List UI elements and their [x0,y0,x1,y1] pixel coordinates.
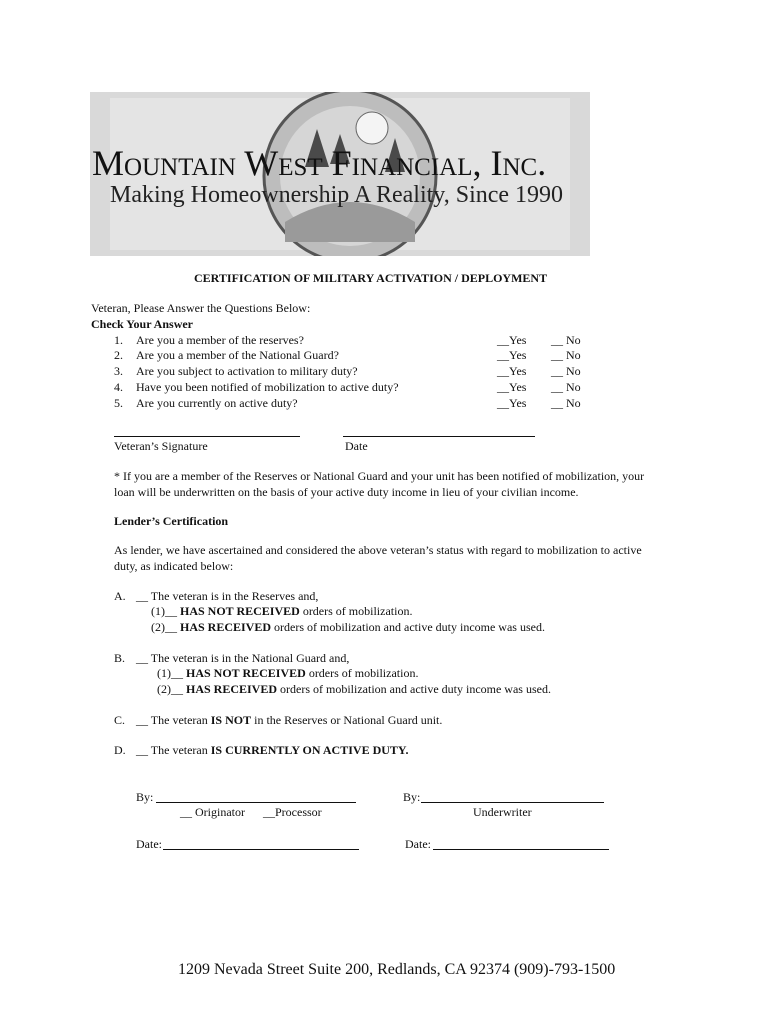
question-text: Are you currently on active duty? [136,396,298,410]
mobilization-note-line2: loan will be underwritten on the basis of your active duty income in lieu of your civilian income. [114,485,579,499]
yes-option[interactable]: __Yes [497,348,527,362]
option-bold: IS CURRENTLY ON ACTIVE DUTY. [210,743,409,757]
question-number: 1. [114,333,123,347]
signature-date-line[interactable] [343,436,535,437]
sub-bold: HAS NOT RECEIVED [186,666,306,680]
option-rest: in the Reserves or National Guard unit. [251,713,443,727]
by-label-left: By: [136,790,154,804]
lender-statement-line2: duty, as indicated below: [114,559,234,573]
question-text: Are you subject to activation to military duty? [136,364,358,378]
question-number: 2. [114,348,123,362]
no-option[interactable]: __ No [551,348,581,362]
lender-certification-heading: Lender’s Certification [114,514,229,528]
yes-option[interactable]: __Yes [497,396,527,410]
no-option[interactable]: __ No [551,380,581,394]
date-line-left[interactable] [163,849,359,850]
by-label-right: By: [403,790,421,804]
sub-prefix: (2)__ [157,682,186,696]
sub-rest: orders of mobilization and active duty income was used. [277,682,551,696]
company-logo [90,92,590,256]
company-tagline: Making Homeownership A Reality, Since 1990 [110,182,564,208]
veteran-signature-label: Veteran’s Signature [114,439,208,453]
option-b-national-guard[interactable]: __ The veteran is in the National Guard and, [136,651,350,665]
underwriter-label: Underwriter [473,805,532,819]
no-option[interactable]: __ No [551,396,581,410]
date-label: Date [345,439,368,453]
sub-bold: HAS RECEIVED [180,620,272,634]
company-name: Mountain West Financial, Inc. [92,143,547,183]
sub-rest: orders of mobilization. [305,666,419,680]
option-bold: IS NOT [210,713,252,727]
no-option[interactable]: __ No [551,364,581,378]
mobilization-note-line1: * If you are a member of the Reserves or National Guard and your unit has been notified of mobilization, your [114,469,645,483]
processor-option[interactable]: __Processor [263,805,322,819]
option-letter: B. [114,651,126,665]
option-a-received[interactable] [151,620,545,635]
option-a-not-received[interactable] [151,604,412,619]
date-label-left: Date: [136,837,162,851]
date-line-right[interactable] [433,849,609,850]
option-letter: A. [114,589,126,603]
question-text: Are you a member of the National Guard? [136,348,339,362]
sub-bold: HAS NOT RECEIVED [180,604,300,618]
option-prefix: __ The veteran [136,743,211,757]
question-text: Have you been notified of mobilization to active duty? [136,380,399,394]
question-text: Are you a member of the reserves? [136,333,304,347]
no-option[interactable]: __ No [551,333,581,347]
intro-text: Veteran, Please Answer the Questions Below: [91,301,311,315]
footer-address: 1209 Nevada Street Suite 200, Redlands, CA 92374 (909)-793-1500 [178,961,616,978]
option-d-active-duty[interactable] [136,743,408,758]
option-prefix: __ The veteran [136,713,211,727]
yes-option[interactable]: __Yes [497,380,527,394]
sub-bold: HAS RECEIVED [186,682,278,696]
form-title: CERTIFICATION OF MILITARY ACTIVATION / DEPLOYMENT [194,271,548,285]
option-letter: D. [114,743,126,757]
question-number: 5. [114,396,123,410]
yes-option[interactable]: __Yes [497,333,527,347]
question-number: 4. [114,380,123,394]
option-b-not-received[interactable] [157,666,418,681]
option-c-not-in-unit[interactable] [136,713,442,728]
originator-signature-line[interactable] [156,802,356,803]
date-label-right: Date: [405,837,431,851]
originator-option[interactable]: __ Originator [180,805,245,819]
lender-statement-line1: As lender, we have ascertained and considered the above veteran’s status with regard to mobilization to active [114,543,642,557]
sub-rest: orders of mobilization. [299,604,413,618]
underwriter-signature-line[interactable] [421,802,604,803]
option-a-reserves[interactable]: __ The veteran is in the Reserves and, [136,589,319,603]
sub-prefix: (2)__ [151,620,180,634]
sub-rest: orders of mobilization and active duty income was used. [271,620,545,634]
option-b-received[interactable] [157,682,551,697]
option-letter: C. [114,713,126,727]
sub-prefix: (1)__ [157,666,186,680]
yes-option[interactable]: __Yes [497,364,527,378]
veteran-signature-line[interactable] [114,436,300,437]
question-number: 3. [114,364,123,378]
check-heading: Check Your Answer [91,317,194,331]
sub-prefix: (1)__ [151,604,180,618]
